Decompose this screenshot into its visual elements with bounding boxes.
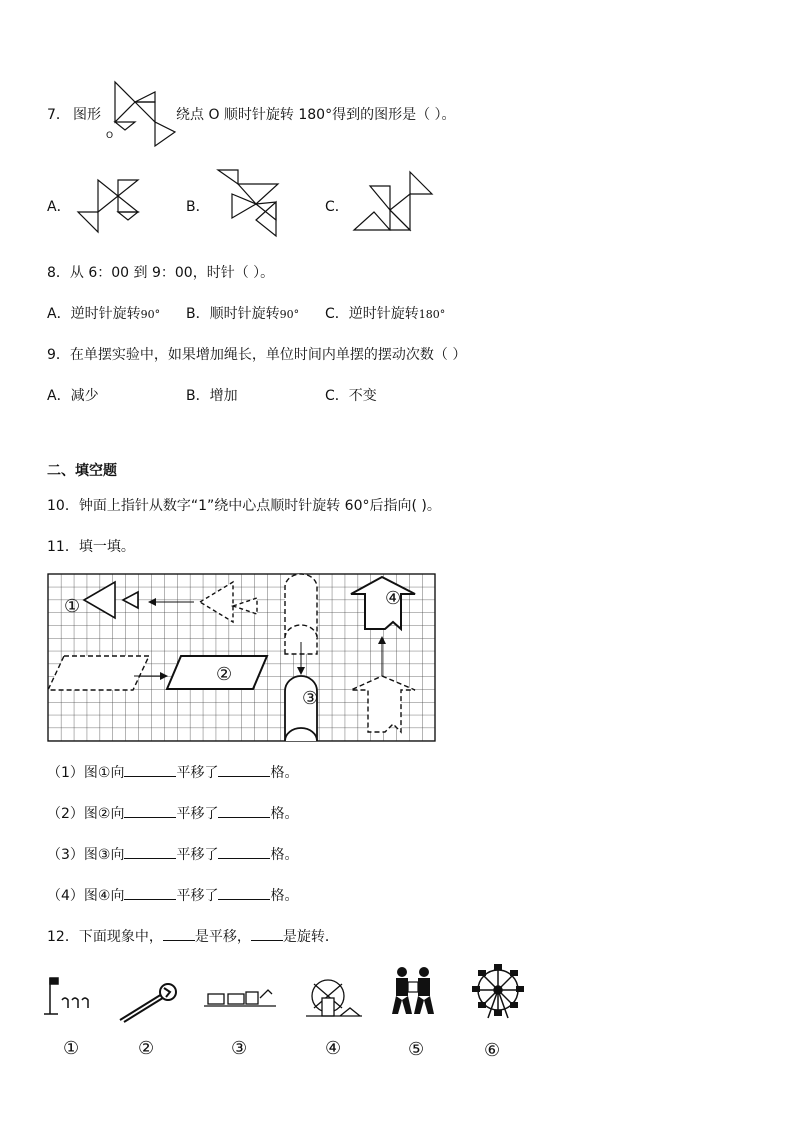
q9-option-b[interactable]: B．增加 (186, 388, 238, 404)
label-2: ② (216, 664, 233, 685)
picture-number-6: ⑥ (484, 1040, 501, 1061)
blank-direction-3[interactable] (124, 846, 176, 859)
q11-item-3: （3）图③向 平移了 格。 (47, 847, 299, 863)
windmill-icon (306, 976, 362, 1020)
q7-option-a-figure[interactable] (76, 172, 146, 236)
translation-grid (48, 574, 438, 744)
blank-direction-2[interactable] (124, 805, 176, 818)
blank-direction-4[interactable] (124, 887, 176, 900)
q8-option-c[interactable]: C．逆时针旋转180° (325, 306, 446, 322)
picture-number-3: ③ (231, 1038, 248, 1059)
walking-people-icon (390, 966, 442, 1018)
origin-label: O (106, 131, 114, 141)
picture-number-2: ② (138, 1038, 155, 1059)
q11-item-1: （1）图①向 平移了 格。 (47, 765, 299, 781)
blank-translation[interactable] (163, 928, 195, 941)
picture-number-4: ④ (325, 1038, 342, 1059)
q7-option-c-figure[interactable] (352, 168, 438, 238)
q7-option-b-label[interactable]: B． (186, 199, 210, 215)
q8-text: 8．从 6：00 到 9：00，时针（ ）。 (47, 265, 275, 281)
picture-number-5: ⑤ (408, 1039, 425, 1060)
section-title: 二、填空题 (47, 463, 117, 479)
q11-item-4: （4）图④向 平移了 格。 (47, 888, 299, 904)
q11-item-2: （2）图②向 平移了 格。 (47, 806, 299, 822)
blank-direction-1[interactable] (124, 764, 176, 777)
q7-number: 7． (47, 107, 70, 123)
q12-text: 12．下面现象中， 是平移， 是旋转． (47, 929, 339, 945)
label-3: ③ (302, 688, 319, 709)
q8-option-b[interactable]: B．顺时针旋转90° (186, 306, 300, 322)
q10-text: 10．钟面上指针从数字“1”绕中心点顺时针旋转 60°后指向( )。 (47, 498, 441, 514)
train-icon (204, 984, 276, 1010)
label-4: ④ (385, 588, 402, 609)
q7-option-a-label[interactable]: A． (47, 199, 71, 215)
blank-count-1[interactable] (218, 764, 270, 777)
q9-text: 9．在单摆实验中，如果增加绳长，单位时间内单摆的摆动次数（ ） (47, 347, 467, 363)
q7-prefix: 图形 (73, 107, 101, 123)
wrench-icon (116, 982, 180, 1024)
label-1: ① (64, 596, 81, 617)
q9-option-c[interactable]: C．不变 (325, 388, 377, 404)
q9-option-a[interactable]: A．减少 (47, 388, 99, 404)
q11-text: 11．填一填。 (47, 539, 135, 555)
ferris-wheel-icon (470, 964, 526, 1020)
blank-count-2[interactable] (218, 805, 270, 818)
q7-option-c-label[interactable]: C． (325, 199, 349, 215)
picture-number-1: ① (63, 1038, 80, 1059)
flag-raising-icon (44, 974, 106, 1018)
q7-option-b-figure[interactable] (216, 166, 286, 240)
blank-count-3[interactable] (218, 846, 270, 859)
q8-option-a[interactable]: A．逆时针旋转90° (47, 306, 161, 322)
shape-2-dashed (48, 656, 149, 690)
blank-rotation[interactable] (251, 928, 283, 941)
q7-pinwheel-figure (110, 80, 180, 150)
blank-count-4[interactable] (218, 887, 270, 900)
q7-text: 绕点 O 顺时针旋转 180°得到的图形是（ ）。 (176, 107, 456, 123)
